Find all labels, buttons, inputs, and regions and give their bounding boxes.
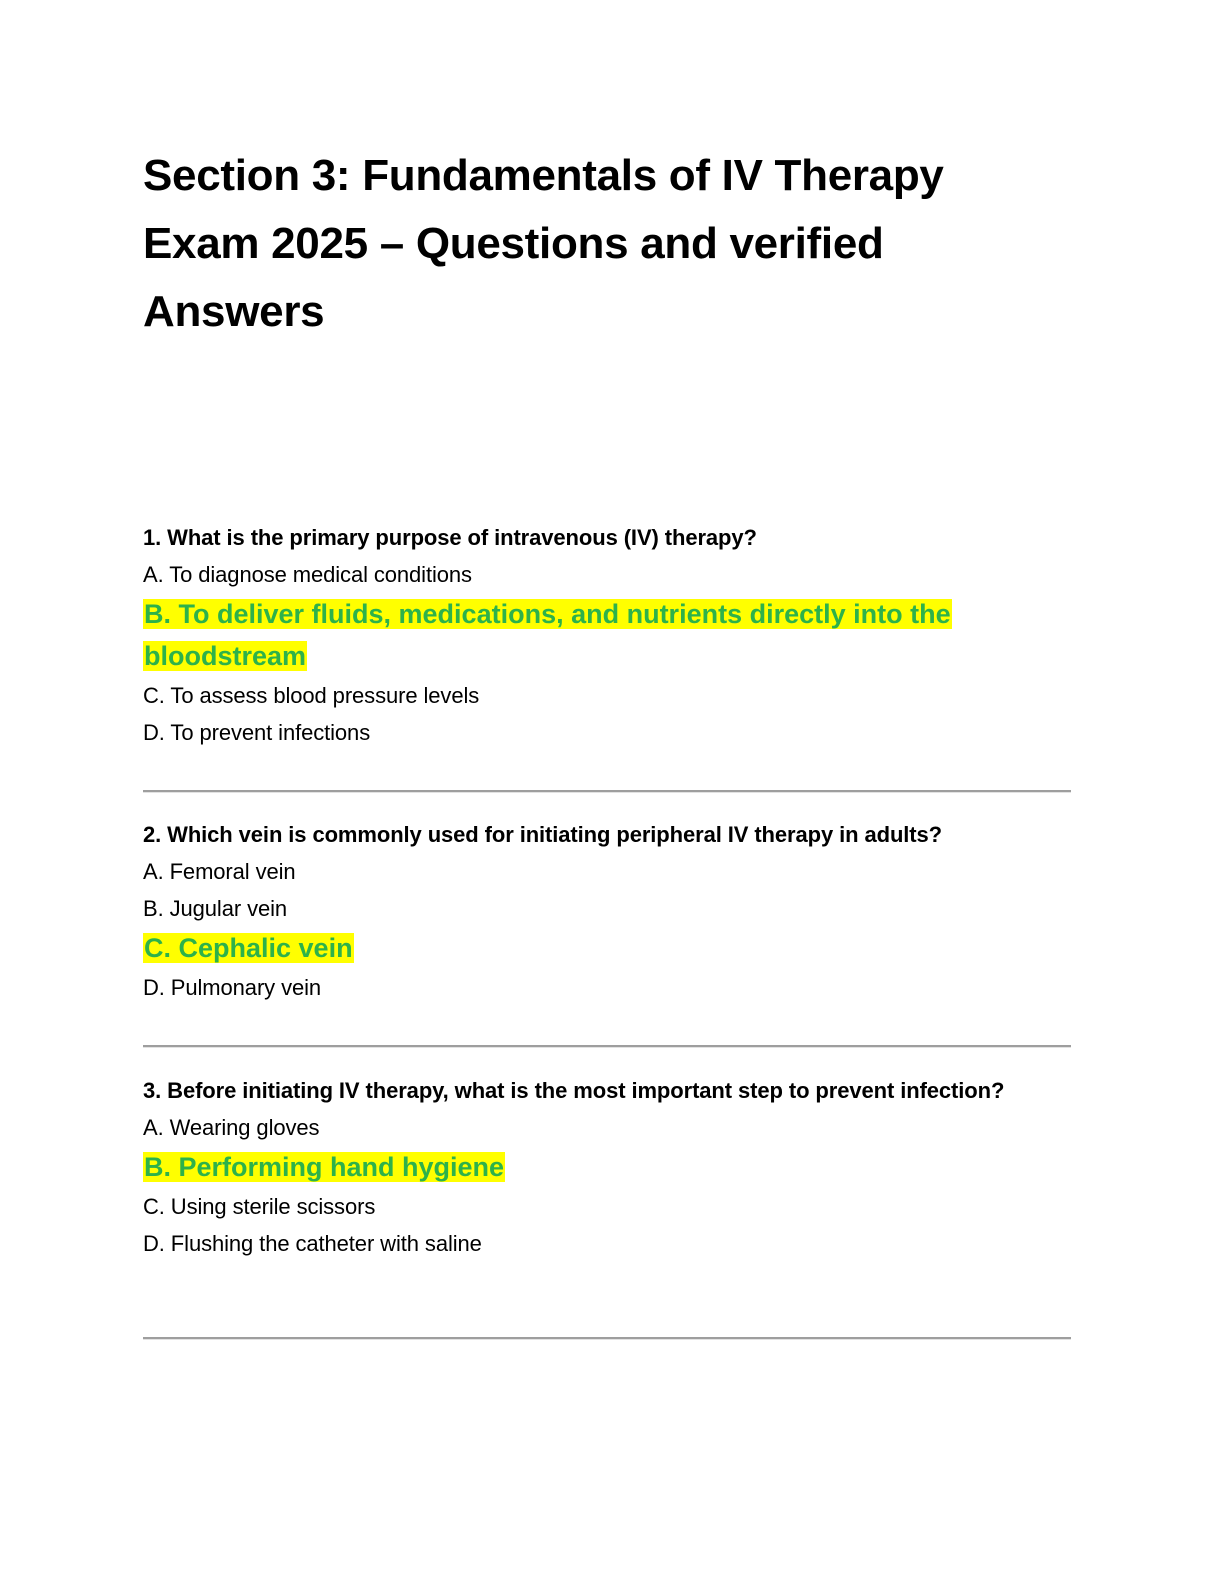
document-title: Section 3: Fundamentals of IV Therapy Exam 2025 – Questions and verified Answers [143,151,944,336]
correct-answer-highlight: B. Performing hand hygiene [144,1152,505,1182]
question-2 [143,817,1071,1006]
divider [143,790,1071,792]
option-c: C. Using sterile scissors [143,1194,376,1219]
divider [143,1045,1071,1047]
option-c-correct [143,927,1071,969]
question-1 [143,520,1071,751]
option-b: B. Jugular vein [143,896,288,921]
option-d: D. Flushing the catheter with saline [143,1231,482,1256]
document-page [143,0,1071,1584]
option-a: A. Wearing gloves [143,1115,320,1140]
question-3 [143,1073,1071,1262]
option-b-correct [143,1146,1071,1188]
option-d: D. Pulmonary vein [143,975,322,1000]
question-text: 1. What is the primary purpose of intravenous (IV) therapy? [143,525,757,550]
divider [143,1337,1071,1339]
option-a: A. Femoral vein [143,859,296,884]
correct-answer-highlight: C. Cephalic vein [144,933,353,963]
option-a: A. To diagnose medical conditions [143,562,472,587]
question-text: 3. Before initiating IV therapy, what is the most important step to prevent infection? [143,1078,1005,1103]
option-c: C. To assess blood pressure levels [143,683,480,708]
option-b-correct [143,593,1071,677]
question-text: 2. Which vein is commonly used for initiating peripheral IV therapy in adults? [143,822,943,847]
correct-answer-highlight: B. To deliver fluids, medications, and nutrients directly into the bloodstream [144,599,951,671]
option-d: D. To prevent infections [143,720,371,745]
